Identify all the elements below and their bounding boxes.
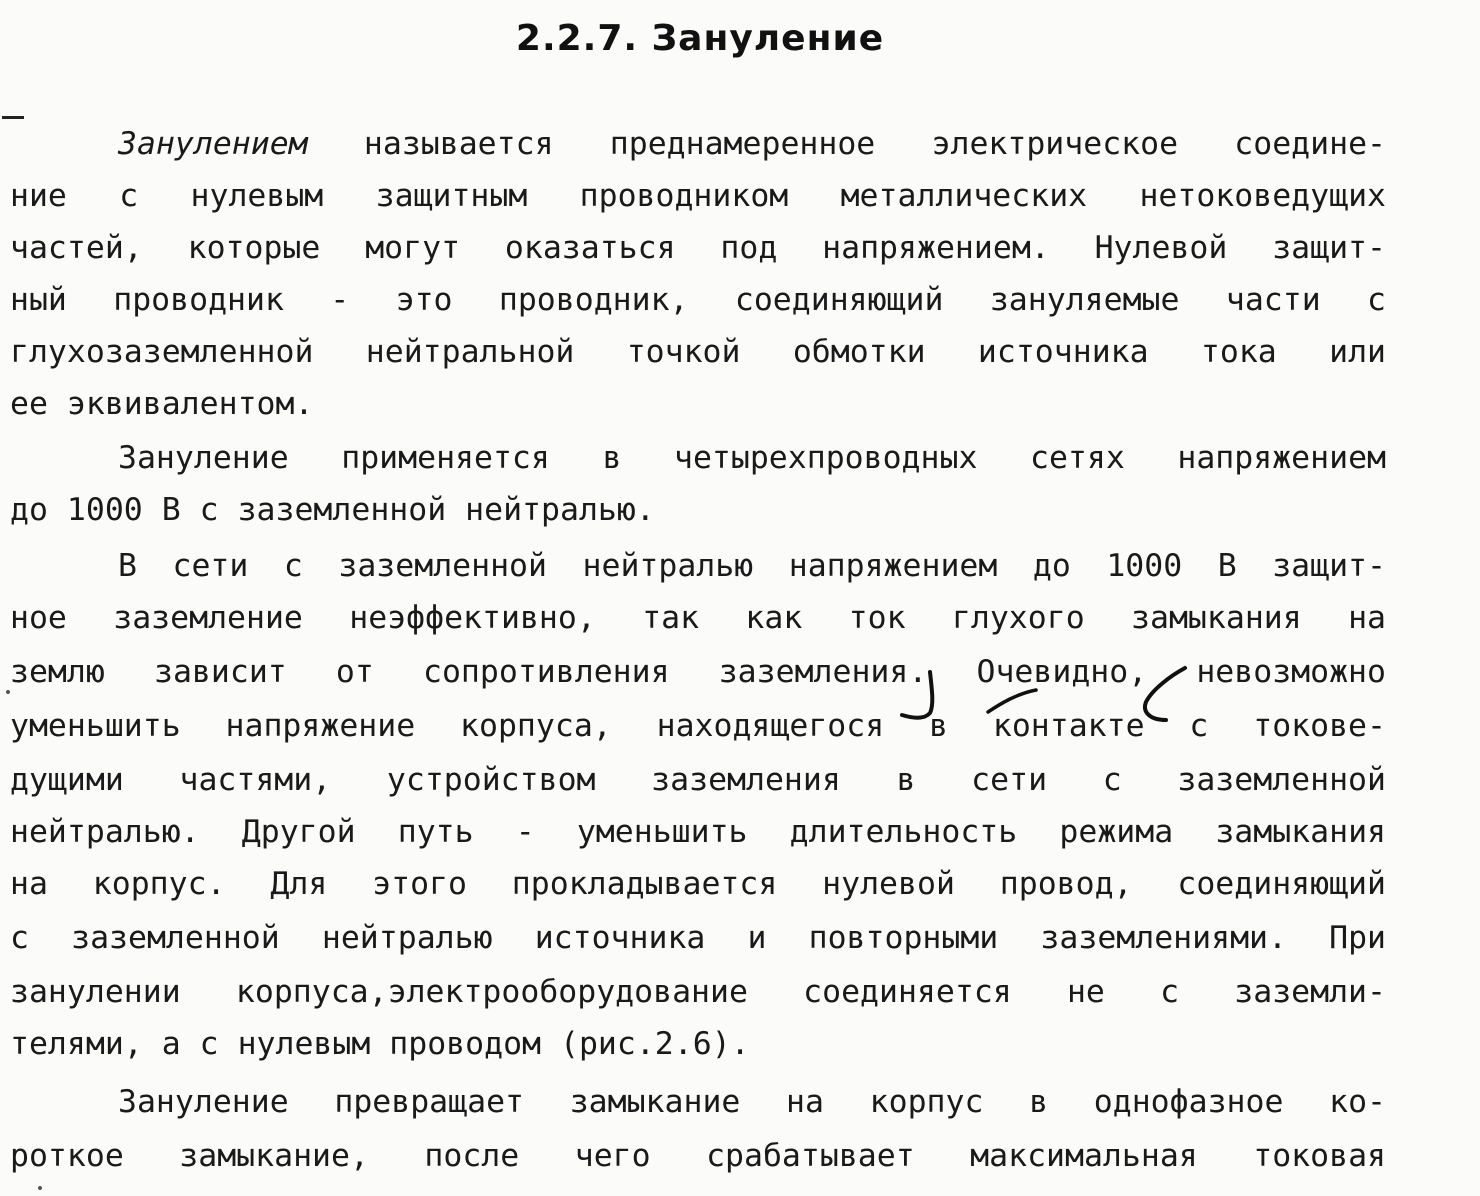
scan-speck — [38, 1186, 42, 1190]
text-line: нейтралью. Другой путь - уменьшить длительность режима замыкания — [10, 814, 1386, 850]
text-line: ный проводник - это проводник, соединяющий зануляемые части с — [10, 282, 1386, 318]
text-line: с заземленной нейтралью источника и повторными заземлениями. При — [10, 920, 1386, 956]
text-line: В сети с заземленной нейтралью напряжением до 1000 В защит- — [118, 548, 1386, 584]
scan-speck — [6, 690, 10, 694]
text-line: ее эквивалентом. — [10, 386, 314, 422]
text-line: занулении корпуса,электрооборудование соединяется не с заземли- — [10, 974, 1386, 1010]
text-line: телями, а с нулевым проводом (рис.2.6). — [10, 1026, 750, 1062]
text-line: Зануление превращает замыкание на корпус в однофазное ко- — [118, 1084, 1386, 1120]
text-line: землю зависит от сопротивления заземления. Очевидно, невозможно — [10, 654, 1386, 690]
text-line — [10, 118, 1386, 170]
term-emphasis: Занулением — [118, 126, 308, 162]
text-line: частей, которые могут оказаться под напряжением. Нулевой защит- — [10, 230, 1386, 266]
text-line: ние с нулевым защитным проводником металлических нетоковедущих — [10, 178, 1386, 214]
text-line: дущими частями, устройством заземления в сети с заземленной — [10, 762, 1386, 798]
text-line: ное заземление неэффективно, так как ток глухого замыкания на — [10, 600, 1386, 636]
text-line-rest: называется преднамеренное электрическое соедине- — [307, 126, 1386, 162]
text-line: глухозаземленной нейтральной точкой обмотки источника тока или — [10, 334, 1386, 370]
text-line: роткое замыкание, после чего срабатывает максимальная токовая — [10, 1138, 1386, 1174]
text-line: Зануление применяется в четырехпроводных сетях напряжением — [118, 440, 1386, 476]
section-heading: 2.2.7. Зануление — [515, 18, 885, 59]
text-line: уменьшить напряжение корпуса, находящегося в контакте с токове- — [10, 708, 1386, 744]
text-line: до 1000 В с заземленной нейтралью. — [10, 492, 655, 528]
text-line: на корпус. Для этого прокладывается нулевой провод, соединяющий — [10, 866, 1386, 902]
